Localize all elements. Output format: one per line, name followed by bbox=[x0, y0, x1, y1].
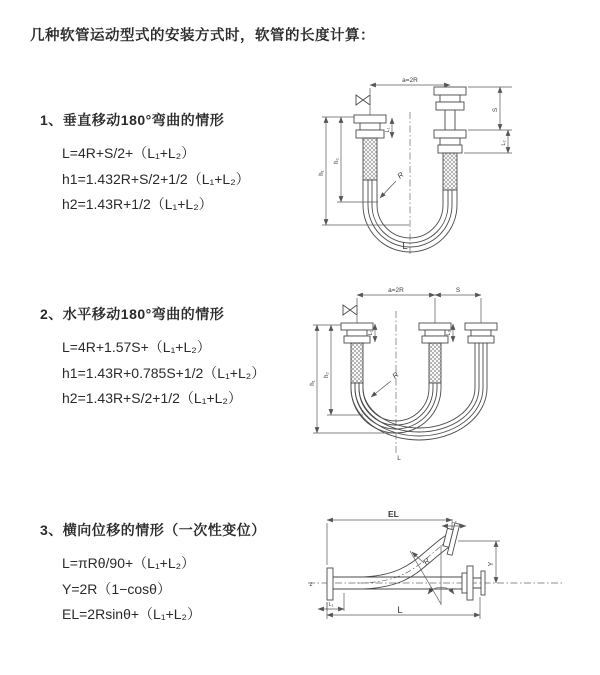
label-l2: L₂ bbox=[501, 140, 507, 146]
label-theta: θ bbox=[429, 588, 433, 594]
formula-line: EL=2Rsinθ+（L₁+L₂） bbox=[62, 606, 201, 622]
page-title: 几种软管运动型式的安装方式时，软管的长度计算： bbox=[30, 28, 375, 44]
label-l2: L₂ bbox=[446, 330, 452, 336]
label-s: S bbox=[492, 107, 499, 113]
label-l: L bbox=[402, 241, 408, 252]
diagram-lateral-displacement bbox=[300, 505, 580, 635]
formula-line: h2=1.43R+S/2+1/2（L₁+L₂） bbox=[62, 390, 242, 406]
label-l: L bbox=[397, 605, 403, 616]
hose-drawing bbox=[341, 323, 497, 440]
formula-line: L=4R+S/2+（L₁+L₂） bbox=[62, 145, 196, 161]
section3-heading: 3、横向位移的情形（一次性变位） bbox=[40, 522, 266, 538]
diagram2-svg bbox=[303, 283, 538, 468]
label-y: Y bbox=[488, 561, 495, 567]
formula-line: h1=1.43R+0.785S+1/2（L₁+L₂） bbox=[62, 364, 266, 381]
diagram1-svg bbox=[308, 72, 520, 260]
label-z-mark: z bbox=[309, 582, 313, 588]
dimension-lines bbox=[313, 295, 481, 433]
label-h1: h₁ bbox=[310, 380, 316, 386]
label-el: EL bbox=[388, 509, 399, 519]
section-lateral-displacement bbox=[40, 520, 266, 628]
label-l1: L₁ bbox=[368, 330, 374, 336]
label-r: R bbox=[395, 170, 406, 181]
label-a2r: a=2R bbox=[388, 287, 404, 294]
dimension-lines bbox=[322, 85, 512, 225]
formula-line: h1=1.432R+S/2+1/2（L₁+L₂） bbox=[62, 170, 250, 187]
formula-line: Y=2R（1−cosθ） bbox=[62, 580, 171, 597]
label-l1: L₁ bbox=[385, 127, 391, 133]
section2-formulas bbox=[62, 335, 265, 412]
section-vertical-move bbox=[40, 110, 250, 218]
formula-line: h2=1.43R+1/2（L₁+L₂） bbox=[62, 196, 213, 212]
section2-heading: 2、水平移动180°弯曲的情形 bbox=[40, 306, 225, 322]
diagram-vertical-180-bend bbox=[308, 72, 520, 260]
section1-formulas bbox=[62, 141, 250, 218]
valve-icon bbox=[356, 95, 370, 105]
hose-drawing bbox=[327, 522, 485, 600]
label-h2: h₂ bbox=[324, 372, 330, 378]
label-a2r: a=2R bbox=[402, 77, 418, 84]
section-horizontal-move bbox=[40, 304, 265, 412]
label-l: L bbox=[397, 455, 401, 462]
formula-line: L=πRθ/90+（L₁+L₂） bbox=[62, 555, 196, 571]
label-h2: h₂ bbox=[334, 158, 340, 164]
label-l2: L₂ bbox=[451, 519, 457, 525]
label-s: S bbox=[455, 287, 461, 294]
label-h1: h₁ bbox=[319, 170, 325, 176]
section1-heading: 1、垂直移动180°弯曲的情形 bbox=[40, 112, 225, 128]
label-r: R bbox=[390, 370, 401, 381]
diagram3-svg bbox=[300, 505, 580, 635]
label-l1: L₁ bbox=[328, 602, 334, 608]
label-r: R bbox=[421, 556, 432, 567]
section3-formulas bbox=[62, 551, 266, 628]
diagram-horizontal-180-bend bbox=[303, 283, 538, 468]
formula-line: L=4R+1.57S+（L₁+L₂） bbox=[62, 339, 211, 355]
valve-icon bbox=[343, 305, 357, 315]
